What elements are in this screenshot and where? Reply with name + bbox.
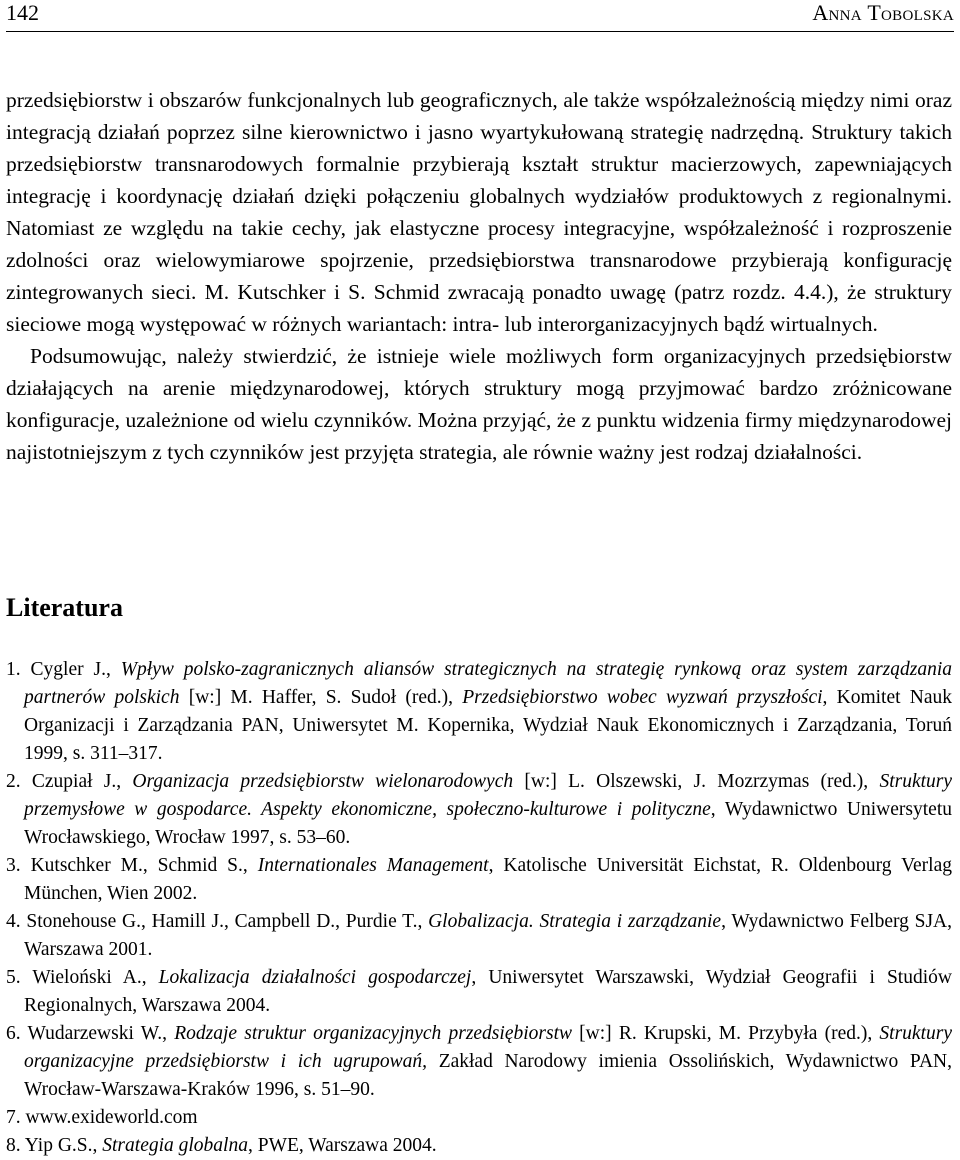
reference-number: 6.	[6, 1023, 21, 1044]
reference-url: www.exideworld.com	[25, 1107, 198, 1128]
reference-number: 3.	[6, 855, 21, 876]
reference-number: 1.	[6, 659, 21, 680]
reference-author: Wudarzewski W.,	[27, 1023, 175, 1044]
reference-author: Kutschker M., Schmid S.,	[30, 855, 258, 876]
reference-item	[6, 768, 952, 852]
running-head-author: Anna Tobolska	[812, 0, 954, 25]
reference-publisher: , Katolische Universität Eichstat, R. Oldenbourg Verlag München, Wien 2002.	[24, 855, 952, 904]
reference-publisher: , Wydawnictwo Felberg SJA, Warszawa 2001.	[24, 911, 953, 960]
reference-author: Wieloński A.,	[32, 967, 159, 988]
reference-item	[6, 908, 952, 964]
reference-publisher: , PWE, Warszawa 2004.	[247, 1135, 437, 1156]
reference-number: 4.	[6, 911, 21, 932]
reference-book-title: Struktury organizacyjne przedsiębiorstw i ich ugrupowań,	[24, 1023, 952, 1072]
reference-item	[6, 1020, 952, 1104]
reference-item	[6, 852, 952, 908]
reference-title: Strategia globalna	[102, 1135, 248, 1156]
reference-item	[6, 1104, 952, 1132]
reference-title: Globalizacja. Strategia i zarządzanie	[428, 911, 722, 932]
reference-number: 7.	[6, 1107, 21, 1128]
header-rule	[6, 31, 954, 32]
paragraph: przedsiębiorstw i obszarów funkcjonalnych lub geograficznych, ale także współzależnością między nimi oraz integracją działań poprzez silne kierownictwo i jasno wyartykułowaną strategię nadrzędną. Struktury takich przedsiębiorstw transnarodowych formalnie przybierają kształt struktur macierzowych, zapewniających integrację i koordynację działań dzięki połączeniu globalnych wydziałów produktowych z regionalnymi. Natomiast ze względu na takie cechy, jak elastyczne procesy integracyjne, współzależność i rozproszenie zdolności oraz wielowymiarowe spojrzenie, przedsiębiorstwa transnarodowe przybierają konfigurację zintegrowanych sieci. M. Kutschker i S. Schmid zwracają ponadto uwagę (patrz rozdz. 4.4.), że struktury sieciowe mogą występować w różnych wariantach: intra- lub interorganizacyjnych bądź wirtualnych.	[6, 88, 952, 336]
reference-book-title: Przedsiębiorstwo wobec wyzwań przyszłości	[462, 687, 823, 708]
reference-editors: [w:] L. Olszewski, J. Mozrzymas (red.),	[513, 771, 880, 792]
reference-number: 5.	[6, 967, 21, 988]
reference-title: Rodzaje struktur organizacyjnych przedsiębiorstw	[174, 1023, 572, 1044]
reference-author: Czupiał J.,	[31, 771, 133, 792]
section-heading: Literatura	[6, 593, 123, 622]
paragraph: Podsumowując, należy stwierdzić, że istnieje wiele możliwych form organizacyjnych przedsiębiorstw działających na arenie międzynarodowej, których struktury mogą przyjmować bardzo zróżnicowane konfiguracje, uzależnione od wielu czynników. Można przyjąć, że z punktu widzenia firmy międzynarodowej najistotniejszym z tych czynników jest przyjęta strategia, ale równie ważny jest rodzaj działalności.	[6, 344, 952, 464]
reference-title: Internationales Management	[257, 855, 489, 876]
reference-author: Cygler J.,	[30, 659, 121, 680]
reference-publisher: Zakład Narodowy imienia Ossolińskich, Wydawnictwo PAN, Wrocław-Warszawa-Kraków 1996, s. 51–90.	[24, 1051, 952, 1100]
reference-number: 8.	[6, 1135, 21, 1156]
reference-number: 2.	[6, 771, 21, 792]
reference-author: Yip G.S.,	[24, 1135, 103, 1156]
reference-list	[6, 656, 952, 1160]
reference-title: Organizacja przedsiębiorstw wielonarodowych	[132, 771, 514, 792]
reference-title: Wpływ polsko-zagranicznych aliansów strategicznych na strategię rynkową oraz system zarządzania partnerów polskich	[24, 659, 953, 708]
reference-book-title: Struktury przemysłowe w gospodarce. Aspekty ekonomiczne, społeczno-kulturowe i polityczne	[24, 771, 953, 820]
page-number: 142	[6, 0, 39, 25]
running-header	[6, 0, 954, 30]
reference-item	[6, 1132, 952, 1160]
reference-publisher: , Uniwersytet Warszawski, Wydział Geografii i Studiów Regionalnych, Warszawa 2004.	[24, 967, 952, 1016]
reference-editors: [w:] R. Krupski, M. Przybyła (red.),	[572, 1023, 880, 1044]
reference-editors: [w:] M. Haffer, S. Sudoł (red.),	[179, 687, 463, 708]
reference-author: Stonehouse G., Hamill J., Campbell D., Purdie T.,	[26, 911, 429, 932]
reference-publisher: , Wydawnictwo Uniwersytetu Wrocławskiego, Wrocław 1997, s. 53–60.	[24, 799, 952, 848]
reference-item	[6, 964, 952, 1020]
body-text	[6, 84, 952, 468]
reference-item	[6, 656, 952, 768]
reference-publisher: , Komitet Nauk Organizacji i Zarządzania PAN, Uniwersytet M. Kopernika, Wydział Nauk Ekonomicznych i Zarządzania, Toruń 1999, s. 311–317.	[24, 687, 952, 764]
reference-title: Lokalizacja działalności gospodarczej	[158, 967, 472, 988]
